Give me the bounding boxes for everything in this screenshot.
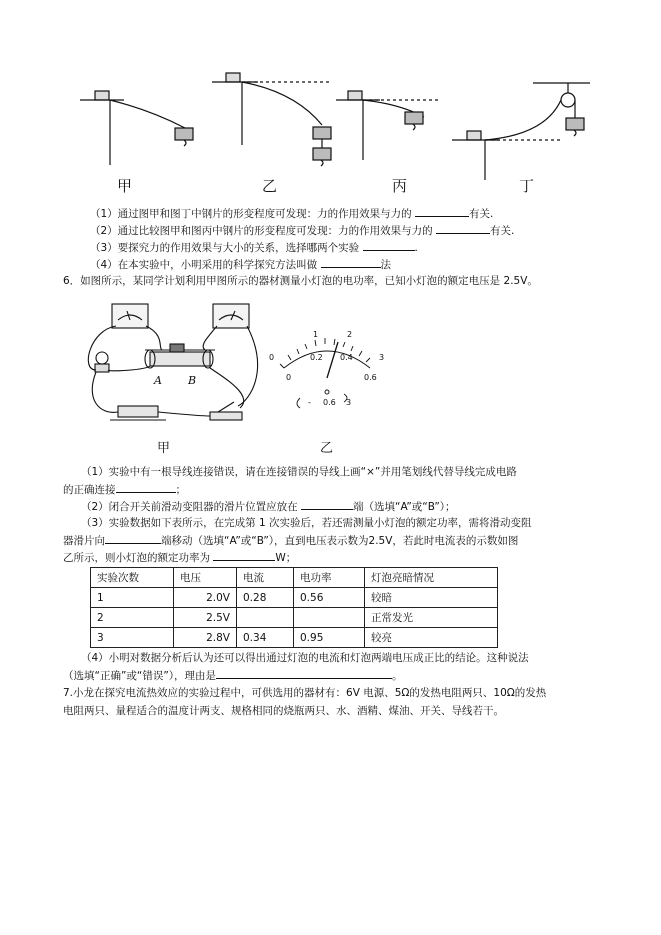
data-table (90, 567, 498, 648)
q6-part3-line2: 器滑片向 端移动（选填“A”或“B”），直到电压表示数为2.5V，若此时电流表的示数如图 (63, 535, 519, 547)
q6-part1-line1: （1）实验中有一根导线连接错误，请在连接错误的导线上画“×”并用笔划线代替导线完成电路 (81, 466, 517, 478)
q6-part1-line2: 的正确连接 ； (63, 484, 186, 496)
dial-ticks (280, 338, 370, 368)
svg-text:2: 2 (347, 330, 353, 339)
answer-blank[interactable] (213, 550, 275, 561)
weight-block (175, 128, 193, 140)
q6-part3-line1: （3）实验数据如下表所示，在完成第 1 次实验后，若还需测量小灯泡的额定功率，需将滑动变阻 (81, 517, 532, 529)
table-row: 3 2.8V 0.34 0.95 较亮 (91, 628, 498, 648)
figure-ammeter-dial (0, 320, 661, 440)
svg-text:3: 3 (346, 398, 352, 407)
table-header-cell: 电压 (174, 568, 237, 588)
rheostat-label-a: A (154, 374, 162, 387)
svg-text:-: - (308, 398, 311, 407)
weight-block (405, 112, 423, 124)
answer-blank[interactable] (301, 499, 353, 510)
clamp-block (95, 91, 109, 100)
figure-label-jia: 甲 (157, 441, 171, 456)
clamp-block (467, 131, 481, 140)
q5-item-3: （3）要探究力的作用效果与大小的关系，选择哪两个实验 . (90, 242, 418, 254)
answer-blank[interactable] (415, 206, 469, 217)
svg-text:0.6: 0.6 (364, 373, 377, 382)
svg-text:3: 3 (379, 353, 385, 362)
q6-part3-line3: 乙所示，则小灯泡的额定功率为 W； (63, 552, 297, 564)
clamp-block (348, 91, 362, 100)
answer-blank[interactable] (321, 257, 381, 268)
q6-part2: （2）闭合开关前滑动变阻器的滑片位置应放在 端（选填“A”或“B”）； (81, 501, 456, 513)
answer-blank[interactable] (116, 482, 176, 493)
q6-part4-line2: （选填“正确”或“错误”），理由是 。 (63, 670, 403, 682)
q5-item-1: （1）通过图甲和图丁中钢片的形变程度可发现：力的作用效果与力的 有关. (90, 208, 494, 220)
svg-text:0: 0 (269, 353, 275, 362)
weight-block (313, 127, 331, 139)
svg-text:0.4: 0.4 (340, 353, 353, 362)
rheostat-label-b: B (188, 374, 197, 387)
table-row: 1 2.0V 0.28 0.56 较暗 (91, 588, 498, 608)
answer-blank[interactable] (216, 668, 392, 679)
table-header-cell: 电流 (237, 568, 294, 588)
dial-needle (327, 342, 338, 378)
q7-line1: 7.小龙在探究电流热效应的实验过程中，可供选用的器材有：6V 电源、5Ω的发热电阻两只、10Ω的发热 (63, 687, 547, 699)
figure-label-jia: 甲 (117, 177, 133, 195)
q5-item-4: （4）在本实验中，小明采用的科学探究方法叫做 法 (90, 259, 392, 271)
pulley (561, 93, 575, 107)
table-header-cell: 电功率 (294, 568, 365, 588)
weight-block (566, 118, 584, 130)
table-header-row (91, 568, 498, 588)
table-header-cell: 灯泡亮暗情况 (365, 568, 498, 588)
clamp-block (226, 73, 240, 82)
figure-label-yi: 乙 (320, 441, 334, 456)
figure-label-ding: 丁 (519, 177, 535, 195)
q7-line2: 电阻两只、量程适合的温度计两支、规格相同的烧瓶两只、水、酒精、煤油、开关、导线若干。 (63, 705, 504, 717)
svg-text:0: 0 (286, 373, 292, 382)
figure-label-yi: 乙 (262, 177, 278, 195)
q5-item-2: （2）通过比较图甲和图丙中钢片的形变程度可发现：力的作用效果与力的 有关. (90, 225, 515, 237)
svg-text:0.2: 0.2 (310, 353, 323, 362)
answer-blank[interactable] (105, 533, 161, 544)
table-header-cell: 实验次数 (91, 568, 174, 588)
svg-text:1: 1 (313, 330, 319, 339)
svg-text:0.6: 0.6 (323, 398, 336, 407)
weight-block (313, 148, 331, 160)
figure-steel-bending (0, 0, 661, 200)
answer-blank[interactable] (436, 223, 490, 234)
q6-intro: 6．如图所示，某同学计划利用甲图所示的器材测量小灯泡的电功率，已知小灯泡的额定电压是 2.5V。 (63, 275, 538, 287)
answer-blank[interactable] (363, 240, 415, 251)
q6-part4-line1: （4）小明对数据分析后认为还可以得出通过灯泡的电流和灯泡两端电压成正比的结论。这种说法 (81, 652, 529, 664)
figure-label-bing: 丙 (392, 177, 408, 195)
table-row: 2 2.5V 正常发光 (91, 608, 498, 628)
